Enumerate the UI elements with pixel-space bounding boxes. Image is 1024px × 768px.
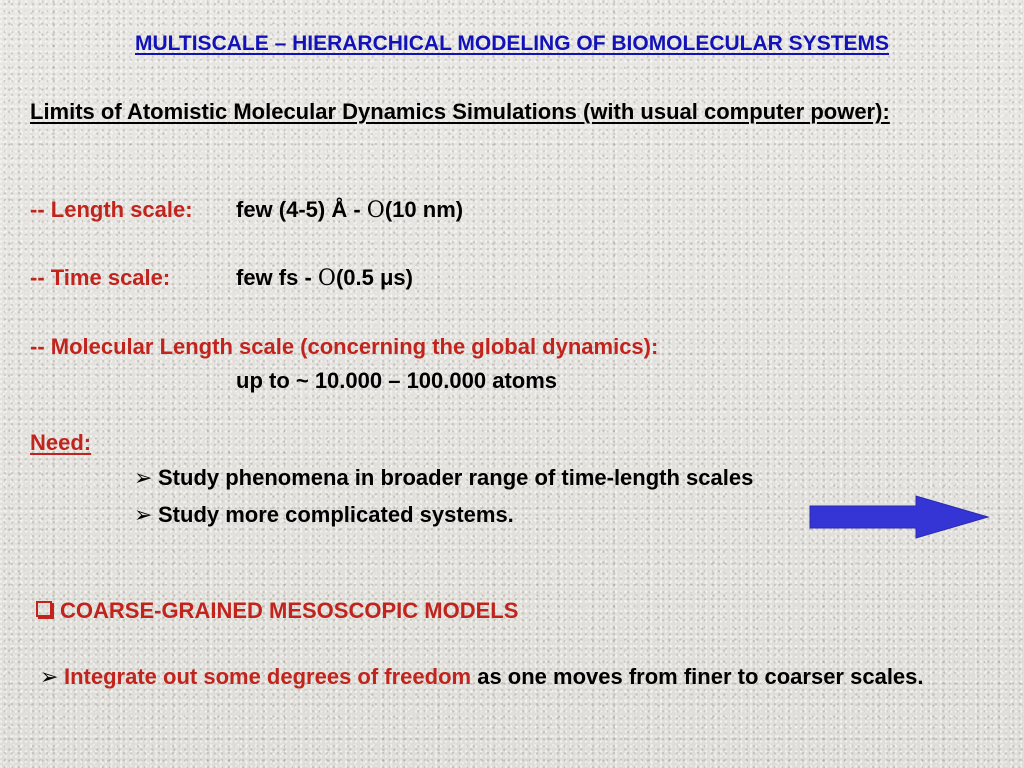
need-item-text: Study more complicated systems. <box>158 502 514 527</box>
coarse-grained-heading <box>34 598 518 624</box>
time-scale-prefix: few fs - <box>236 265 318 290</box>
bullet-arrow-icon: ➢ <box>134 465 153 490</box>
checkbox-bullet-icon <box>36 601 52 617</box>
length-scale-label: -- Length scale: <box>30 197 193 222</box>
limits-heading <box>30 95 930 129</box>
time-scale-suffix: (0.5 μs) <box>335 265 413 290</box>
length-scale-prefix: few (4-5) Å - <box>236 197 367 222</box>
need-item-text: Study phenomena in broader range of time-length scales <box>158 465 754 490</box>
right-arrow-icon <box>808 494 990 540</box>
limits-heading-part1: Limits of Atomistic <box>30 99 228 124</box>
need-item <box>134 465 753 491</box>
big-o-symbol: O <box>317 266 336 291</box>
big-o-symbol: O <box>366 198 385 223</box>
bullet-arrow-icon: ➢ <box>40 664 59 689</box>
need-item <box>134 502 514 528</box>
coarse-grained-text: COARSE-GRAINED MESOSCOPIC MODELS <box>60 598 519 623</box>
slide-title: MULTISCALE – HIERARCHICAL MODELING OF BIOMOLECULAR SYSTEMS <box>134 32 890 55</box>
length-scale-suffix: (10 nm) <box>384 197 464 222</box>
bullet-arrow-icon: ➢ <box>134 502 153 527</box>
molecular-scale-label: -- Molecular Length scale (concerning the global dynamics): <box>30 334 659 359</box>
molecular-scale-value: up to ~ 10.000 – 100.000 atoms <box>236 368 558 393</box>
integrate-bullet <box>40 660 970 694</box>
need-label: Need: <box>30 430 92 455</box>
time-scale-label: -- Time scale: <box>30 265 171 290</box>
integrate-rest: as one moves from finer to coarser scales. <box>471 664 924 689</box>
limits-heading-part2: Molecular Dynamics Simulations (with usual computer power): <box>233 99 890 124</box>
time-scale-value <box>236 265 413 291</box>
length-scale-value <box>236 197 463 223</box>
integrate-highlight: Integrate out some degrees of freedom <box>64 664 472 689</box>
